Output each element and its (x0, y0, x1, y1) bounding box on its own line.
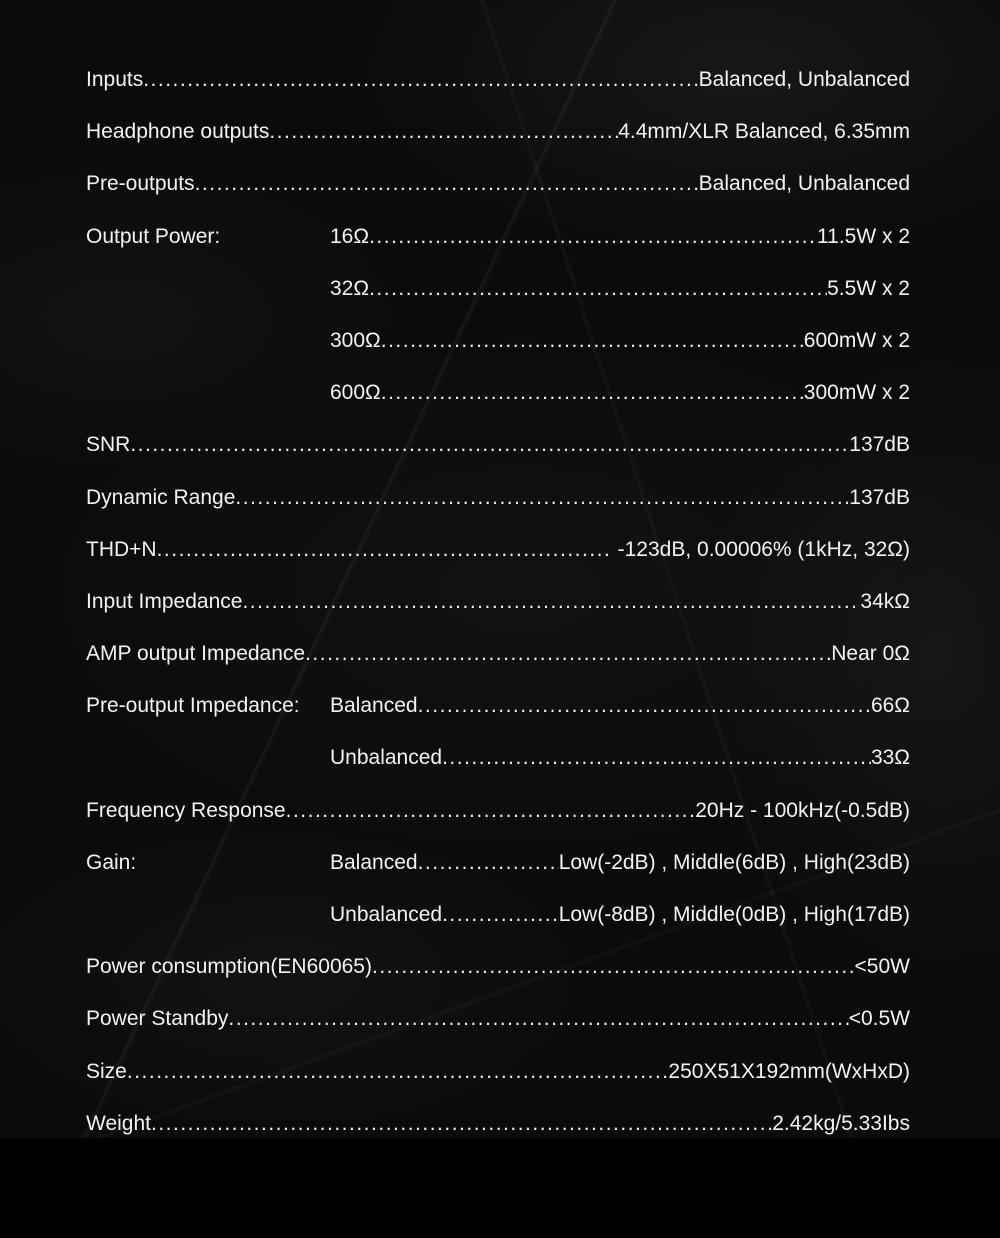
dot-leader (143, 54, 698, 106)
dot-leader (418, 837, 559, 889)
dot-leader (369, 263, 827, 315)
spec-row (86, 837, 910, 889)
spec-row (86, 628, 910, 680)
dot-leader (127, 1046, 669, 1098)
dot-leader (381, 367, 804, 419)
dot-leader (286, 785, 696, 837)
spec-label: Unbalanced (330, 903, 443, 926)
spec-row (86, 106, 910, 158)
spec-label: 32Ω (330, 276, 370, 300)
dot-leader (442, 889, 559, 941)
spec-row (86, 367, 910, 419)
spec-value: 33Ω (870, 746, 910, 770)
spec-row (86, 1046, 910, 1098)
dot-leader (228, 993, 848, 1045)
spec-list (86, 54, 910, 1150)
spec-value: 600mW x 2 (803, 328, 910, 352)
spec-label: 16Ω (330, 224, 370, 248)
spec-row (86, 263, 910, 315)
dot-leader (195, 158, 699, 210)
spec-row (86, 524, 910, 576)
spec-value: 66Ω (870, 694, 910, 718)
spec-row (86, 419, 910, 471)
spec-label: 300Ω (330, 328, 381, 352)
spec-label: Pre-outputs (86, 172, 195, 196)
spec-label: Power Standby (86, 1007, 229, 1031)
spec-row (86, 785, 910, 837)
spec-value: 5.5W x 2 (827, 276, 910, 300)
spec-value: 137dB (849, 485, 910, 509)
dot-leader (305, 628, 831, 680)
spec-row (86, 941, 910, 993)
spec-label: Input Impedance (86, 589, 243, 613)
dot-leader (269, 106, 618, 158)
spec-value: 11.5W x 2 (817, 224, 910, 248)
spec-row (86, 54, 910, 106)
dot-leader (157, 524, 612, 576)
spec-label: SNR (86, 433, 131, 457)
spec-row (86, 158, 910, 210)
spec-group-label: Output Power: (86, 224, 221, 248)
spec-value: Balanced, Unbalanced (698, 172, 910, 196)
spec-value: 20Hz - 100kHz(-0.5dB) (695, 798, 910, 822)
dot-leader (418, 680, 871, 732)
dot-leader (130, 419, 849, 471)
dot-leader (381, 315, 804, 367)
dot-leader (372, 941, 855, 993)
spec-label: Power consumption(EN60065) (86, 955, 372, 979)
spec-row (86, 680, 910, 732)
dot-leader (235, 472, 849, 524)
spec-value: 34kΩ (854, 589, 910, 613)
spec-value: Near 0Ω (831, 642, 910, 666)
spec-label: 600Ω (330, 381, 381, 405)
spec-row (86, 315, 910, 367)
dot-leader (242, 576, 854, 628)
spec-row (86, 732, 910, 784)
spec-value: 300mW x 2 (803, 381, 910, 405)
spec-value: 250X51X192mm(WxHxD) (668, 1059, 910, 1083)
spec-label: Weight (86, 1111, 151, 1135)
spec-value: 4.4mm/XLR Balanced, 6.35mm (618, 120, 910, 144)
spec-label: Inputs (86, 68, 144, 91)
spec-value: 137dB (849, 433, 910, 457)
spec-label: AMP output Impedance (86, 642, 306, 666)
spec-row (86, 211, 910, 263)
spec-value: Balanced, Unbalanced (698, 68, 910, 91)
dot-leader (442, 732, 871, 784)
spec-label: THD+N (86, 537, 157, 561)
bottom-black-bar (0, 1138, 1000, 1238)
spec-value: <50W (854, 955, 910, 979)
spec-label: Headphone outputs (86, 120, 270, 144)
spec-value: <0.5W (848, 1007, 910, 1031)
dot-leader (369, 211, 817, 263)
spec-label: Size (86, 1059, 127, 1083)
spec-value: Low(-8dB) , Middle(0dB) , High(17dB) (558, 903, 910, 926)
spec-label: Frequency Response (86, 798, 286, 822)
spec-row (86, 889, 910, 941)
spec-label: Dynamic Range (86, 485, 236, 509)
spec-group-label: Pre-output Impedance: (86, 694, 300, 718)
spec-value: Low(-2dB) , Middle(6dB) , High(23dB) (558, 850, 910, 874)
spec-row (86, 576, 910, 628)
spec-label: Unbalanced (330, 746, 443, 770)
spec-value: -123dB, 0.00006% (1kHz, 32Ω) (611, 537, 910, 561)
spec-label: Balanced (330, 694, 418, 718)
spec-row (86, 993, 910, 1045)
spec-group-label: Gain: (86, 850, 137, 874)
spec-value: 2.42kg/5.33Ibs (772, 1111, 910, 1135)
spec-row (86, 472, 910, 524)
spec-label: Balanced (330, 850, 418, 874)
